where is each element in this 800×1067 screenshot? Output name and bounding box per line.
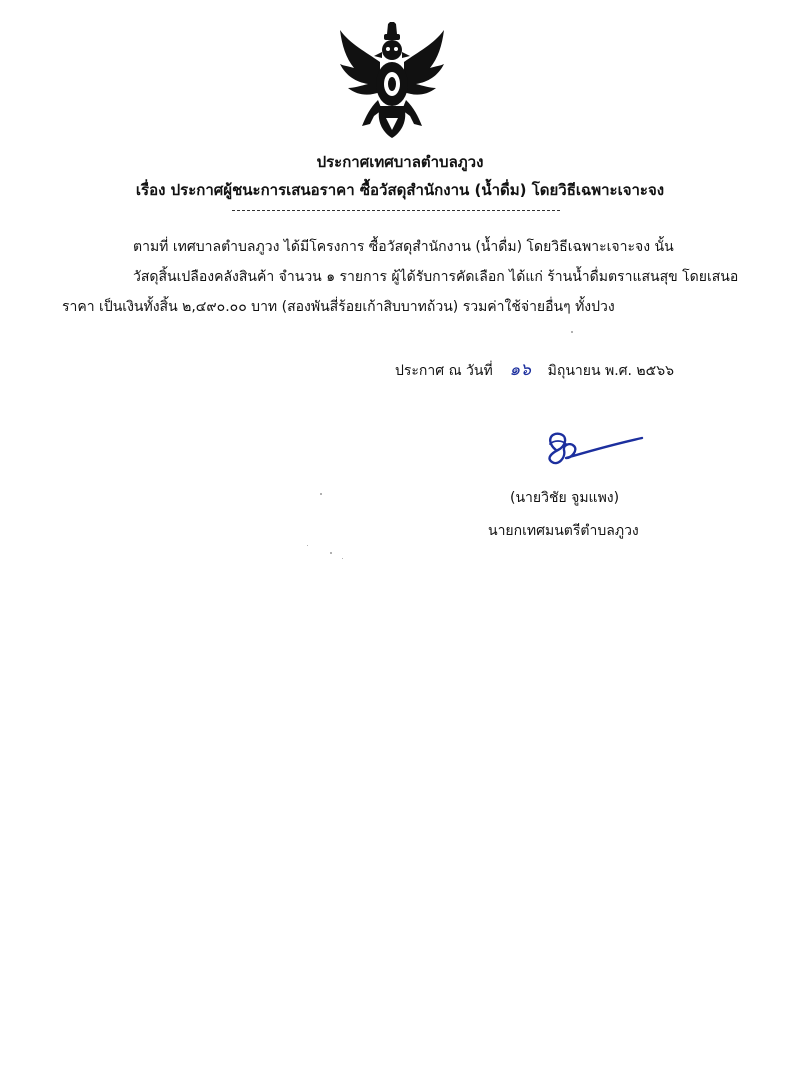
scan-speck (571, 331, 573, 333)
announcement-subject: เรื่อง ประกาศผู้ชนะการเสนอราคา ซื้อวัสดุสำนักงาน (น้ำดื่ม) โดยวิธีเฉพาะเจาะจง (135, 181, 665, 199)
date-suffix: มิถุนายน พ.ศ. ๒๕๖๖ (547, 363, 675, 379)
scan-speck (342, 558, 343, 559)
handwritten-signature-icon (536, 428, 646, 468)
date-prefix: ประกาศ ณ วันที่ (395, 363, 493, 379)
signer-position: นายกเทศมนตรีตำบลภูวง (488, 523, 639, 539)
divider-line (232, 210, 560, 211)
announcement-date (395, 356, 674, 383)
announcement-title: ประกาศเทศบาลตำบลภูวง (316, 153, 484, 171)
body-paragraph-line-1: ตามที่ เทศบาลตำบลภูวง ได้มีโครงการ ซื้อวัสดุสำนักงาน (น้ำดื่ม) โดยวิธีเฉพาะเจาะจง นั้น (133, 239, 674, 255)
body-paragraph-line-3: ราคา เป็นเงินทั้งสิ้น ๒,๔๙๐.๐๐ บาท (สองพันสี่ร้อยเก้าสิบบาทถ้วน) รวมค่าใช้จ่ายอื่นๆ ทั้งปวง (62, 299, 615, 315)
signer-name: (นายวิชัย จูมแพง) (510, 490, 620, 506)
handwritten-day: ๑๖ (509, 360, 531, 380)
body-paragraph-line-2: วัสดุสิ้นเปลืองคลังสินค้า จำนวน ๑ รายการ ผู้ได้รับการคัดเลือก ได้แก่ ร้านน้ำดื่มตราแสนสุข โดยเสนอ (133, 269, 739, 285)
garuda-emblem-icon (336, 22, 448, 140)
scan-speck (320, 493, 322, 495)
scan-speck (330, 552, 332, 554)
scan-speck (307, 545, 308, 546)
